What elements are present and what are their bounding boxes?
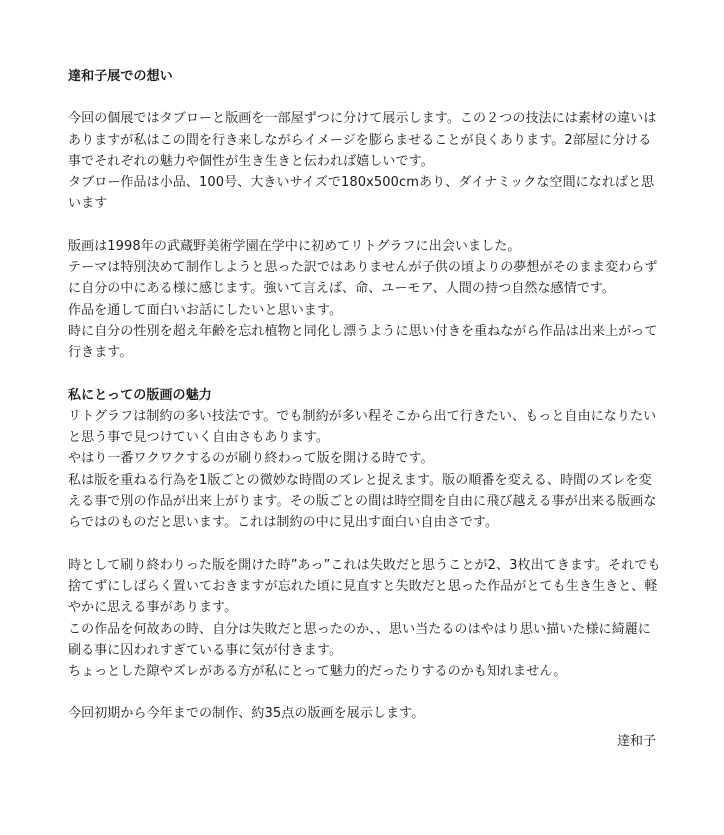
paragraph-appeal-3: 私は版を重ねる行為を1版ごとの微妙な時間のズレと捉えます。版の順番を変える、時間のズレを変える事で別の作品が出来上がります。その版ごとの間は時空間を自由に飛び越える事が出来る版画ならではのものだと思います。これは制約の中に見出す面白い自由さです。: [68, 472, 657, 531]
paragraph-failure-3: ちょっとした隙やズレがある方が私にとって魅力的だったりするのかも知れません。: [68, 664, 567, 680]
author-signature: 達和子: [616, 734, 656, 749]
paragraph-failure-2: この作品を何故あの時、自分は失敗だと思ったのか、、思い当たるのはやはり思い描いた様に綺麗に刷る事に囚われすぎている事に気が付きます。: [68, 621, 652, 658]
spacer: [68, 682, 664, 703]
page-title: 達和子展での想い: [68, 69, 173, 84]
section-heading-appeal: 私にとっての版画の魅力: [68, 387, 212, 403]
paragraph-intro-2: タブロー作品は小品、100号、大きいサイズで180x500cmあり、ダイナミックな空間になればと思います: [68, 175, 655, 212]
paragraph-print-3: 作品を通して面白いお話にしたいと思います。: [68, 302, 343, 318]
spacer: [68, 87, 664, 108]
paragraph-appeal-2: やはり一番ワクワクするのが刷り終わって版を開ける時です。: [68, 451, 434, 467]
paragraph-print-1: 版画は1998年の武蔵野美術学園在学中に初めてリトグラフに出会いました。: [68, 238, 521, 254]
spacer: [68, 534, 664, 555]
spacer: [68, 215, 664, 236]
paragraph-failure-1: 時として刷り終わりった版を開けた時”あっ”これは失敗だと思うことが2、3枚出てきます。それでも捨てずにしばらく置いておきますが忘れた頃に見直すと失敗だと思った作品がとても生き生きと、軽やかに思える事があります。: [68, 557, 661, 616]
paragraph-print-4: 時に自分の性別を超え年齢を忘れ植物と同化し漂うように思い付きを重ねながら作品は出来上がって行きます。: [68, 323, 658, 361]
paragraph-print-2: テーマは特別決めて制作しようと思った訳ではありませんが子供の頃よりの夢想がそのまま変わらずに自分の中にある様に感じます。強いて言えば、命、ユーモア、人間の持つ自然な感情です。: [68, 260, 658, 297]
document-body: [68, 66, 664, 725]
paragraph-exhibition: 今回初期から今年までの制作、約35点の版画を展示します。: [68, 706, 425, 722]
spacer: [68, 364, 664, 385]
paragraph-appeal-1: リトグラフは制約の多い技法です。でも制約が多い程そこから出て行きたい、もっと自由になりたいと思う事で見つけていく自由さもあります。: [68, 408, 657, 446]
paragraph-intro-1: 今回の個展ではタブローと版画を一部屋ずつに分けて展示します。この２つの技法には素材の違いはありますが私はこの間を行き来しながらイメージを膨らませることが良くあります。2部屋に分ける事でそれぞれの魅力や個性が生き生きと伝われば嬉しいです。: [68, 111, 657, 169]
